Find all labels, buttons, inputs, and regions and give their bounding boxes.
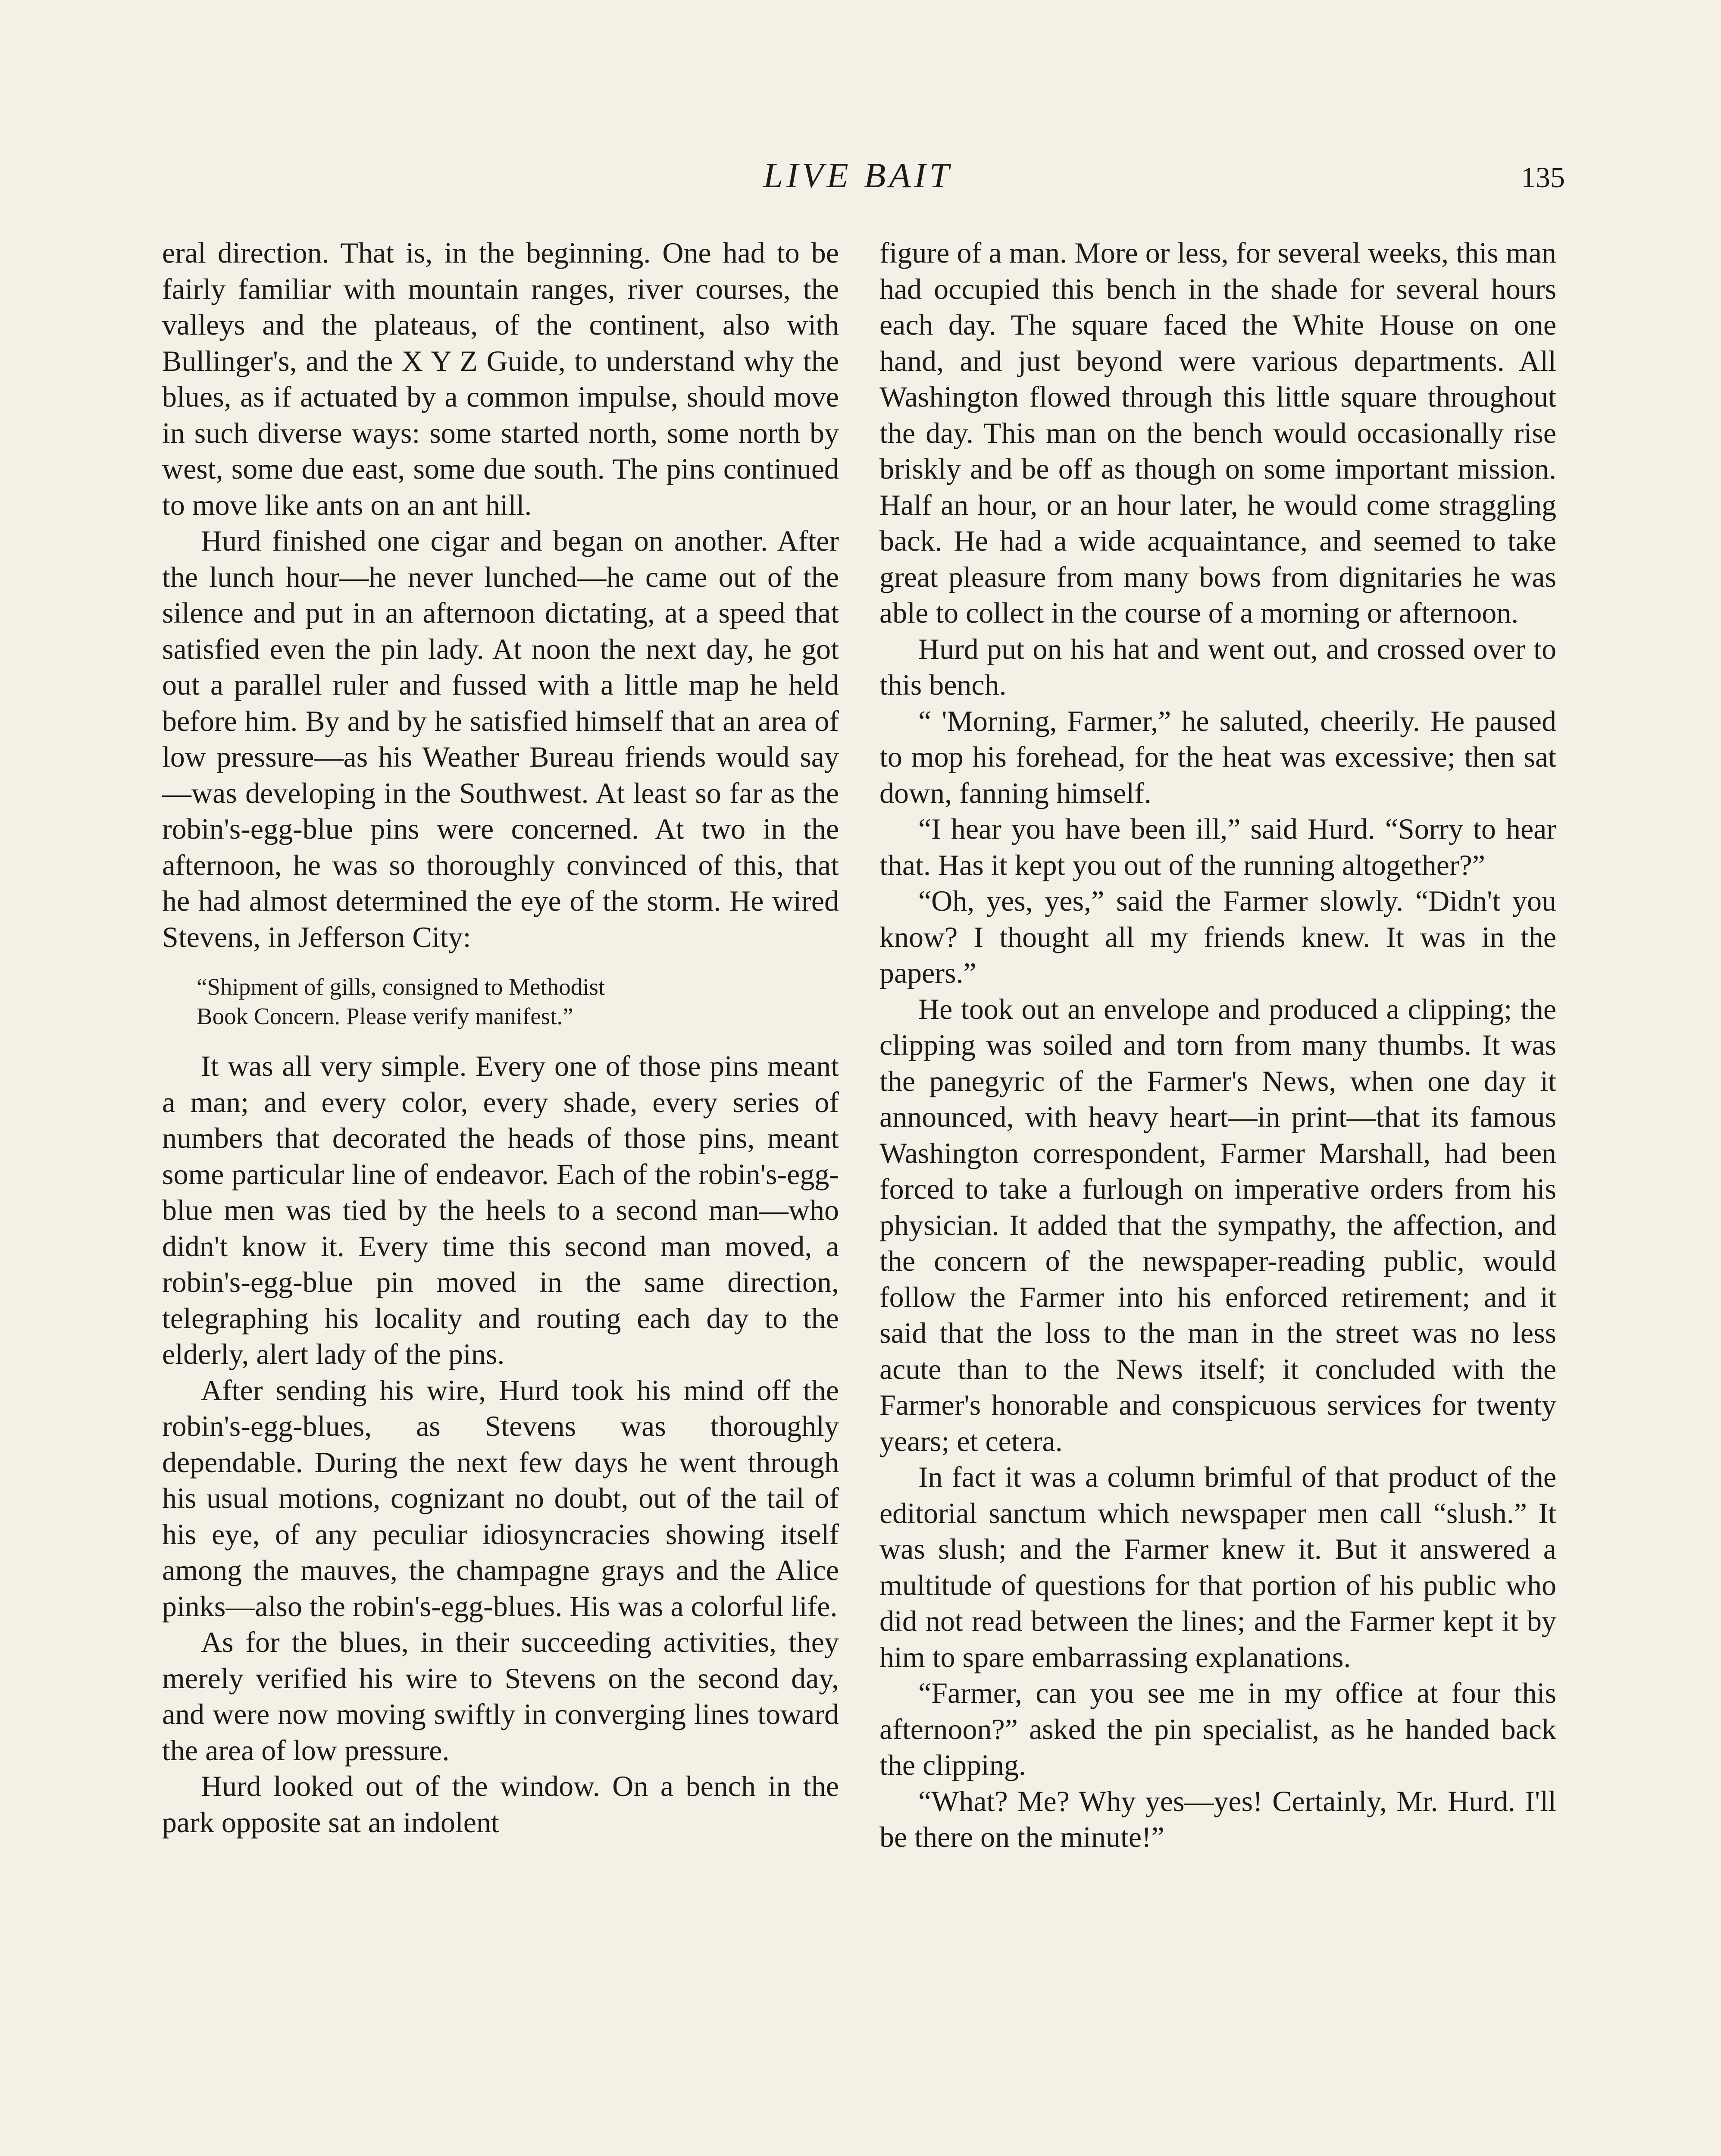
paragraph: Hurd looked out of the window. On a bench in the park opposite sat an indolent [162, 1770, 839, 1839]
paragraph: “I hear you have been ill,” said Hurd. “Sorry to hear that. Has it kept you out of the running altogether?” [879, 812, 1556, 881]
paragraph: eral direction. That is, in the beginning. One had to be fairly familiar with mountain ranges, river courses, the valleys and the plateaus, of the continent, also with Bullinger's, and the X Y Z Guide, to understand why the blues, as if actuated by a common impulse, should move in such diverse ways: some started north, some north by west, some due east, some due south. The pins continued to move like ants on an ant hill. [162, 236, 839, 521]
paragraph: In fact it was a column brimful of that product of the editorial sanctum which newspaper men call “slush.” It was slush; and the Farmer knew it. But it answered a multitude of questions for that portion of his public who did not read between the lines; and the Farmer kept it by him to spare embarrassing explanations. [879, 1460, 1556, 1673]
paragraph: After sending his wire, Hurd took his mind off the robin's-egg-blues, as Stevens was thoroughly dependable. During the next few days he went through his usual motions, cognizant no doubt, out of the tail of his eye, of any peculiar idiosyncracies showing itself among the mauves, the champagne grays and the Alice pinks—also the robin's-egg-blues. His was a colorful life. [162, 1373, 839, 1623]
paragraph: It was all very simple. Every one of those pins meant a man; and every color, every shade, every series of numbers that decorated the heads of those pins, meant some particular line of endeavor. Each of the robin's-egg-blue men was tied by the heels to a second man—who didn't know it. Every time this second man moved, a robin's-egg-blue pin moved in the same direction, telegraphing his locality and routing each day to the elderly, alert lady of the pins. [162, 1050, 839, 1370]
paragraph: Hurd put on his hat and went out, and crossed over to this bench. [879, 632, 1556, 701]
paragraph: As for the blues, in their succeeding activities, they merely verified his wire to Stevens on the second day, and were now moving swiftly in converging lines toward the area of low pressure. [162, 1626, 839, 1767]
paragraph: “Oh, yes, yes,” said the Farmer slowly. “Didn't you know? I thought all my friends knew. It was in the papers.” [879, 884, 1556, 989]
paragraph: He took out an envelope and produced a clipping; the clipping was soiled and torn from many thumbs. It was the panegyric of the Farmer's News, when one day it announced, with heavy heart—in print—that its famous Washington correspondent, Farmer Marshall, had been forced to take a furlough on imperative orders from his physician. It added that the sympathy, the affection, and the concern of the newspaper-reading public, would follow the Farmer into his enforced retirement; and it said that the loss to the man in the street was no less acute than to the News itself; it concluded with the Farmer's honorable and conspicuous services for twenty years; et cetera. [879, 992, 1556, 1457]
quote-line: Book Concern. Please verify manifest.” [197, 1003, 573, 1029]
paragraph: “ 'Morning, Farmer,” he saluted, cheerily. He paused to mop his forehead, for the heat was excessive; then sat down, fanning himself. [879, 704, 1556, 809]
running-head: LIVE BAIT [763, 156, 953, 195]
left-column [162, 235, 839, 1840]
page-number: 135 [1521, 161, 1565, 194]
paragraph: Hurd finished one cigar and began on another. After the lunch hour—he never lunched—he came out of the silence and put in an afternoon dictating, at a speed that satisfied even the pin lady. At noon the next day, he got out a parallel ruler and fussed with a little map he held before him. By and by he satisfied himself that an area of low pressure—as his Weather Bureau friends would say—was developing in the Southwest. At least so far as the robin's-egg-blue pins were concerned. At two in the afternoon, he was so thoroughly convinced of this, that he had almost determined the eye of the storm. He wired Stevens, in Jefferson City: [162, 524, 839, 953]
right-column [879, 235, 1556, 1855]
paragraph: figure of a man. More or less, for several weeks, this man had occupied this bench in the shade for several hours each day. The square faced the White House on one hand, and just beyond were various departments. All Washington flowed through this little square throughout the day. This man on the bench would occasionally rise briskly and be off as though on some important mission. Half an hour, or an hour later, he would come straggling back. He had a wide acquaintance, and seemed to take great pleasure from many bows from dignitaries he was able to collect in the course of a morning or afternoon. [879, 236, 1556, 629]
paragraph: “What? Me? Why yes—yes! Certainly, Mr. Hurd. I'll be there on the minute!” [879, 1784, 1556, 1853]
paragraph: “Farmer, can you see me in my office at four this afternoon?” asked the pin specialist, as he handed back the clipping. [879, 1677, 1556, 1781]
telegram-quote [162, 972, 839, 1031]
quote-line: “Shipment of gills, consigned to Methodist [197, 974, 605, 1000]
